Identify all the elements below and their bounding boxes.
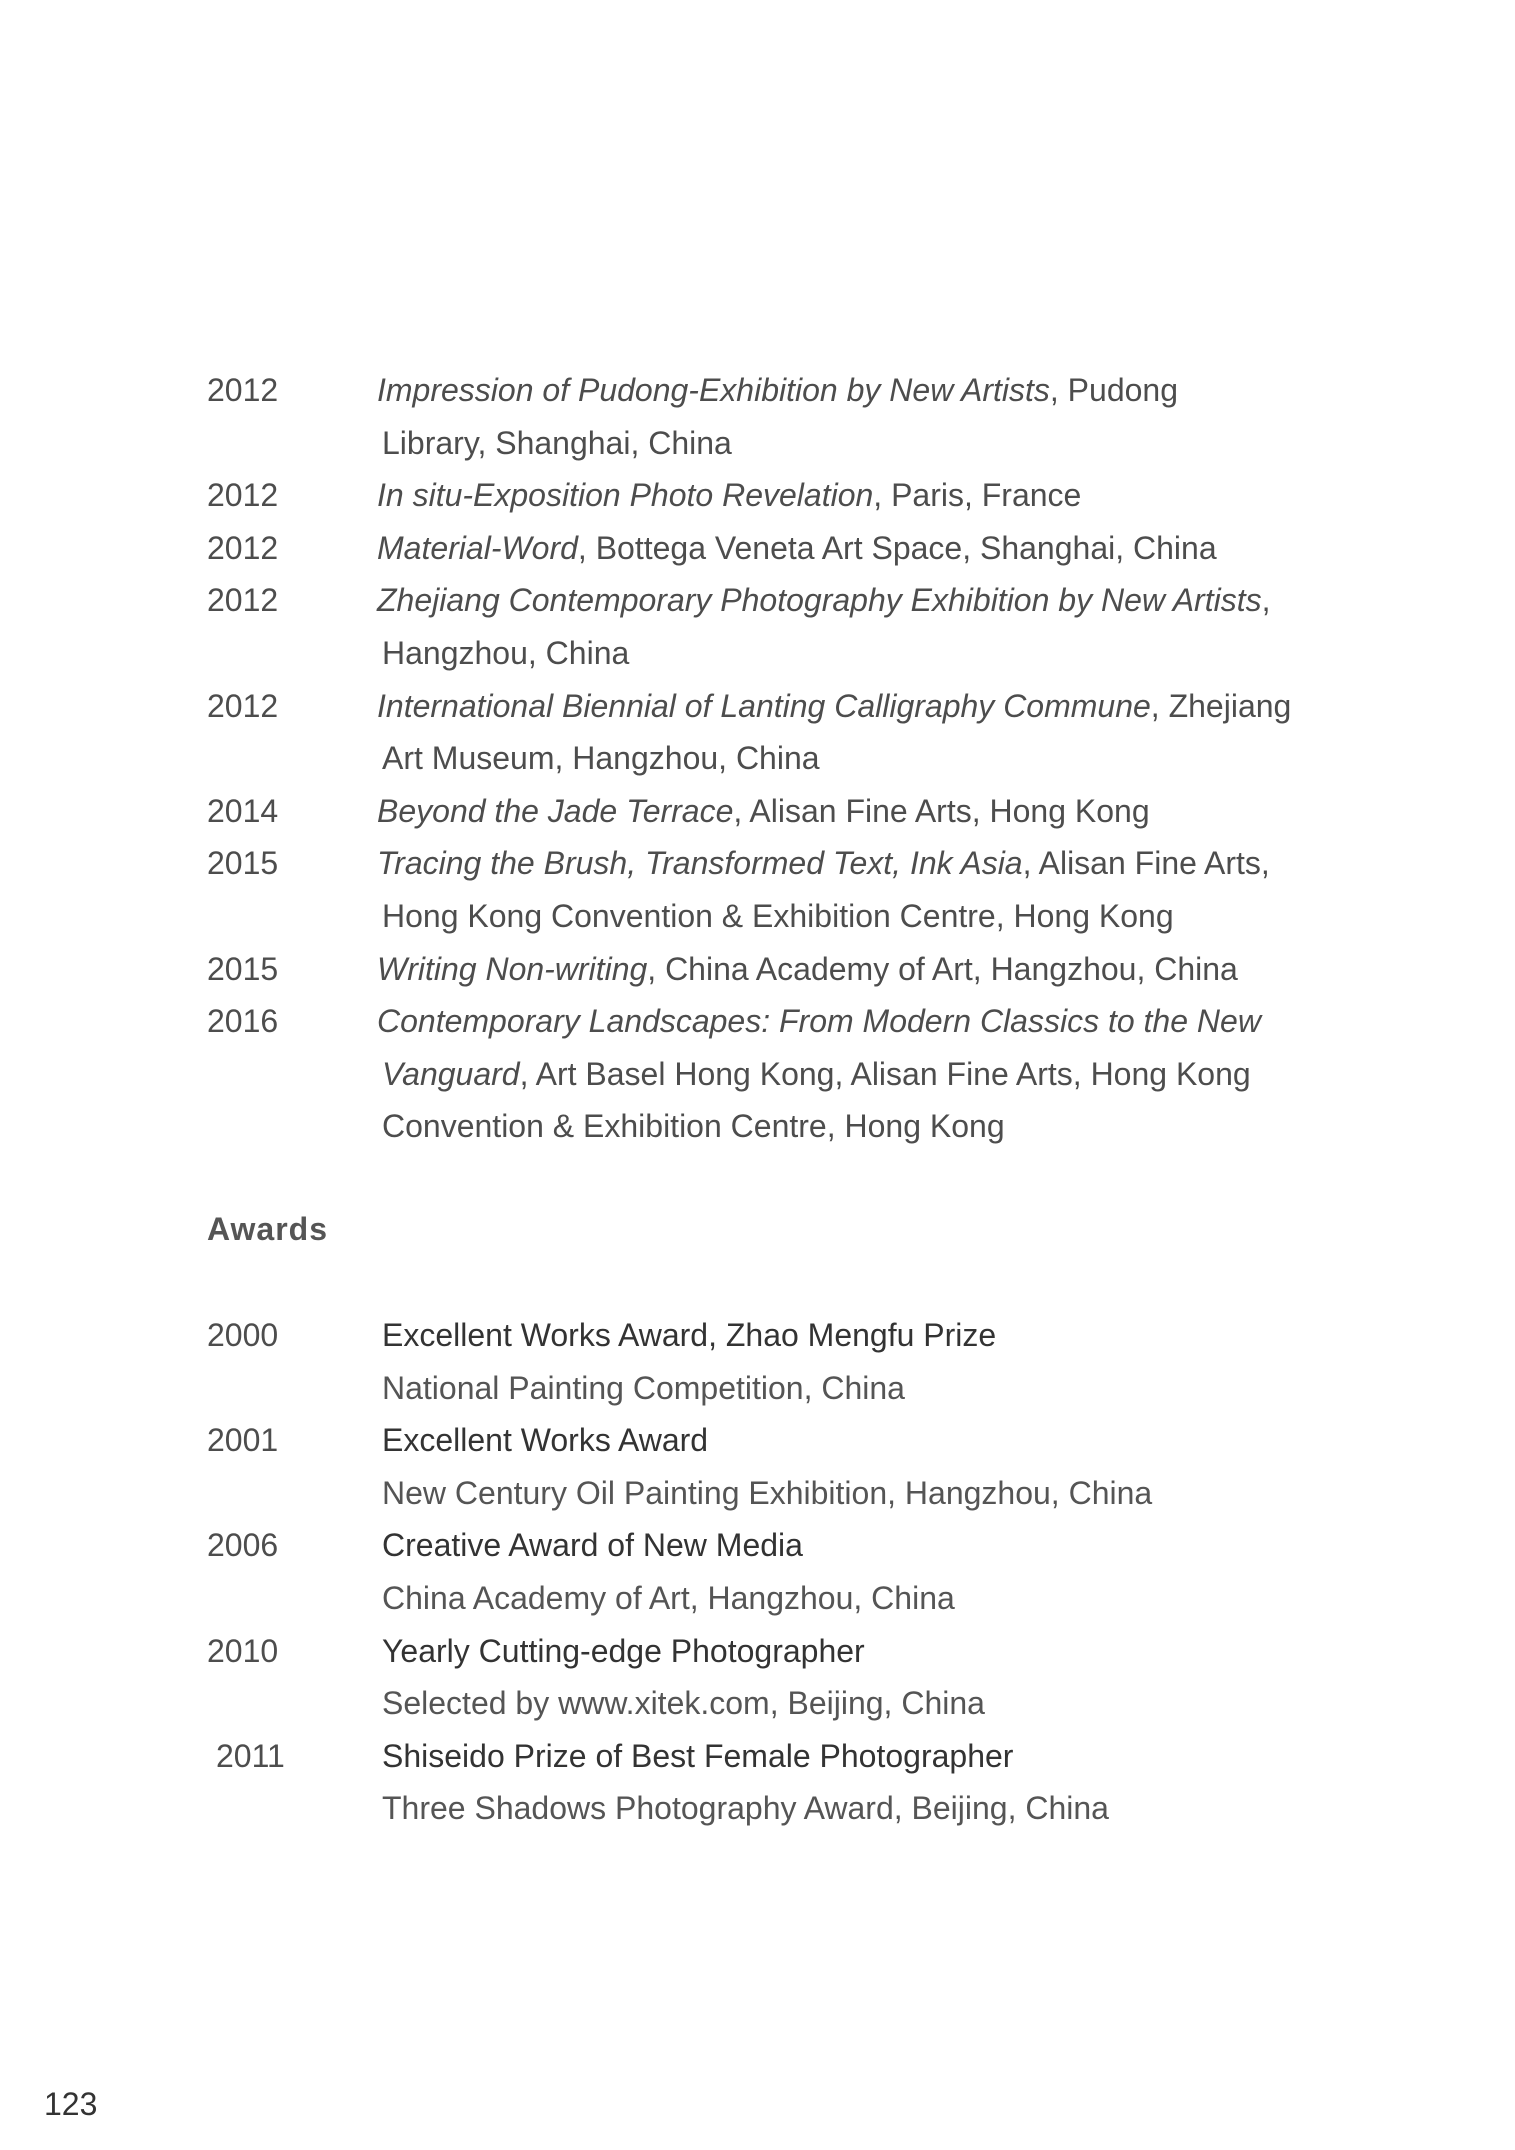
award-title: Shiseido Prize of Best Female Photographer	[382, 1737, 1014, 1774]
award-year: 2000	[207, 1317, 279, 1353]
exhibition-details: , China Academy of Art, Hangzhou, China	[647, 950, 1238, 987]
exhibition-entry	[207, 943, 1347, 996]
exhibition-year: 2012	[207, 477, 279, 514]
exhibition-title: Impression of Pudong-Exhibition by New Artists	[377, 372, 1050, 408]
exhibition-text	[377, 574, 1347, 679]
exhibition-year: 2012	[207, 529, 279, 566]
exhibition-entry	[207, 522, 1347, 575]
award-text	[377, 1519, 1347, 1624]
exhibition-entry	[207, 837, 1347, 942]
exhibition-line	[377, 417, 1347, 470]
award-text	[377, 1625, 1347, 1730]
award-entry	[207, 1309, 1347, 1414]
award-subtitle: National Painting Competition, China	[382, 1369, 905, 1406]
exhibition-line	[377, 1100, 1347, 1153]
exhibition-entry	[207, 785, 1347, 838]
exhibition-details: Art Museum, Hangzhou, China	[382, 740, 820, 777]
exhibition-details: , Alisan Fine Arts,	[1022, 845, 1270, 882]
award-text	[377, 1414, 1347, 1519]
exhibition-year: 2014	[207, 792, 279, 829]
exhibition-line	[377, 890, 1347, 943]
exhibition-details: , Art Basel Hong Kong, Alisan Fine Arts, Hong Kong	[519, 1055, 1251, 1092]
exhibition-text	[377, 837, 1347, 942]
award-year: 2011	[216, 1737, 285, 1774]
award-subtitle: Three Shadows Photography Award, Beijing, China	[382, 1790, 1109, 1827]
exhibition-line	[377, 680, 1347, 733]
exhibition-text	[377, 995, 1347, 1153]
award-subtitle: China Academy of Art, Hangzhou, China	[382, 1579, 955, 1616]
awards-list	[207, 1309, 1347, 1835]
exhibition-title: Beyond the Jade Terrace	[377, 792, 734, 829]
award-entry	[207, 1625, 1347, 1730]
exhibition-text	[377, 680, 1347, 785]
exhibition-details: ,	[1261, 582, 1271, 619]
exhibition-line	[377, 522, 1347, 575]
exhibition-title: Zhejiang Contemporary Photography Exhibition by New Artists	[377, 582, 1262, 619]
exhibition-title: In situ-Exposition Photo Revelation	[377, 477, 874, 514]
award-subtitle: New Century Oil Painting Exhibition, Hangzhou, China	[382, 1474, 1153, 1511]
exhibition-line	[377, 574, 1347, 627]
award-entry	[207, 1730, 1347, 1835]
exhibition-year: 2016	[207, 1003, 279, 1040]
exhibition-text	[377, 469, 1347, 522]
exhibition-line	[377, 364, 1347, 417]
exhibition-title: Contemporary Landscapes: From Modern Classics to the New	[377, 1003, 1261, 1040]
exhibition-entry	[207, 680, 1347, 785]
exhibition-year: 2012	[207, 582, 279, 619]
exhibition-details: , Alisan Fine Arts, Hong Kong	[733, 792, 1150, 829]
exhibition-line	[377, 943, 1347, 996]
exhibition-line	[377, 469, 1347, 522]
exhibition-title: Tracing the Brush, Transformed Text, Ink Asia	[377, 845, 1023, 882]
award-entry	[207, 1414, 1347, 1519]
exhibition-entry	[207, 364, 1347, 469]
exhibition-text	[377, 522, 1347, 575]
exhibition-details: , Zhejiang	[1150, 687, 1292, 724]
exhibition-line	[377, 732, 1347, 785]
exhibition-year: 2015	[207, 950, 279, 987]
award-year: 2006	[207, 1527, 279, 1564]
award-text	[377, 1309, 1347, 1414]
exhibition-details: , Paris, France	[873, 477, 1082, 514]
exhibition-text	[377, 785, 1347, 838]
exhibition-title: Material-Word	[377, 529, 578, 566]
exhibition-text	[377, 943, 1347, 996]
award-title: Excellent Works Award, Zhao Mengfu Prize	[382, 1317, 997, 1353]
exhibition-line	[377, 837, 1347, 890]
exhibition-title: Writing Non-writing	[377, 950, 648, 987]
exhibition-entry	[207, 469, 1347, 522]
exhibition-entry	[207, 995, 1347, 1153]
exhibition-year: 2012	[207, 372, 279, 408]
exhibitions-list	[207, 364, 1347, 1153]
exhibition-details: Hangzhou, China	[382, 634, 630, 671]
exhibition-details: , Pudong	[1049, 372, 1178, 408]
exhibition-line	[377, 1048, 1347, 1101]
exhibition-entry	[207, 574, 1347, 679]
award-title: Creative Award of New Media	[382, 1527, 803, 1564]
exhibition-year: 2012	[207, 687, 279, 724]
award-year: 2001	[207, 1422, 279, 1459]
exhibition-line	[377, 627, 1347, 680]
exhibition-title: International Biennial of Lanting Calligraphy Commune	[377, 687, 1151, 724]
exhibition-title: Vanguard	[382, 1055, 520, 1092]
page-number: 123	[44, 2086, 98, 2122]
award-year: 2010	[207, 1632, 279, 1669]
exhibition-line	[377, 995, 1347, 1048]
exhibition-details: Library, Shanghai, China	[382, 424, 732, 461]
award-title: Excellent Works Award	[382, 1422, 709, 1459]
exhibition-details: , Bottega Veneta Art Space, Shanghai, China	[577, 529, 1217, 566]
exhibition-line	[377, 785, 1347, 838]
exhibition-year: 2015	[207, 845, 279, 882]
award-title: Yearly Cutting-edge Photographer	[382, 1632, 865, 1669]
exhibition-details: Hong Kong Convention & Exhibition Centre, Hong Kong	[382, 897, 1174, 934]
exhibition-text	[377, 364, 1347, 469]
awards-heading: Awards	[207, 1211, 329, 1247]
award-entry	[207, 1519, 1347, 1624]
award-subtitle: Selected by www.xitek.com, Beijing, China	[382, 1685, 985, 1722]
award-text	[377, 1730, 1347, 1835]
exhibition-details: Convention & Exhibition Centre, Hong Kong	[382, 1108, 1005, 1145]
